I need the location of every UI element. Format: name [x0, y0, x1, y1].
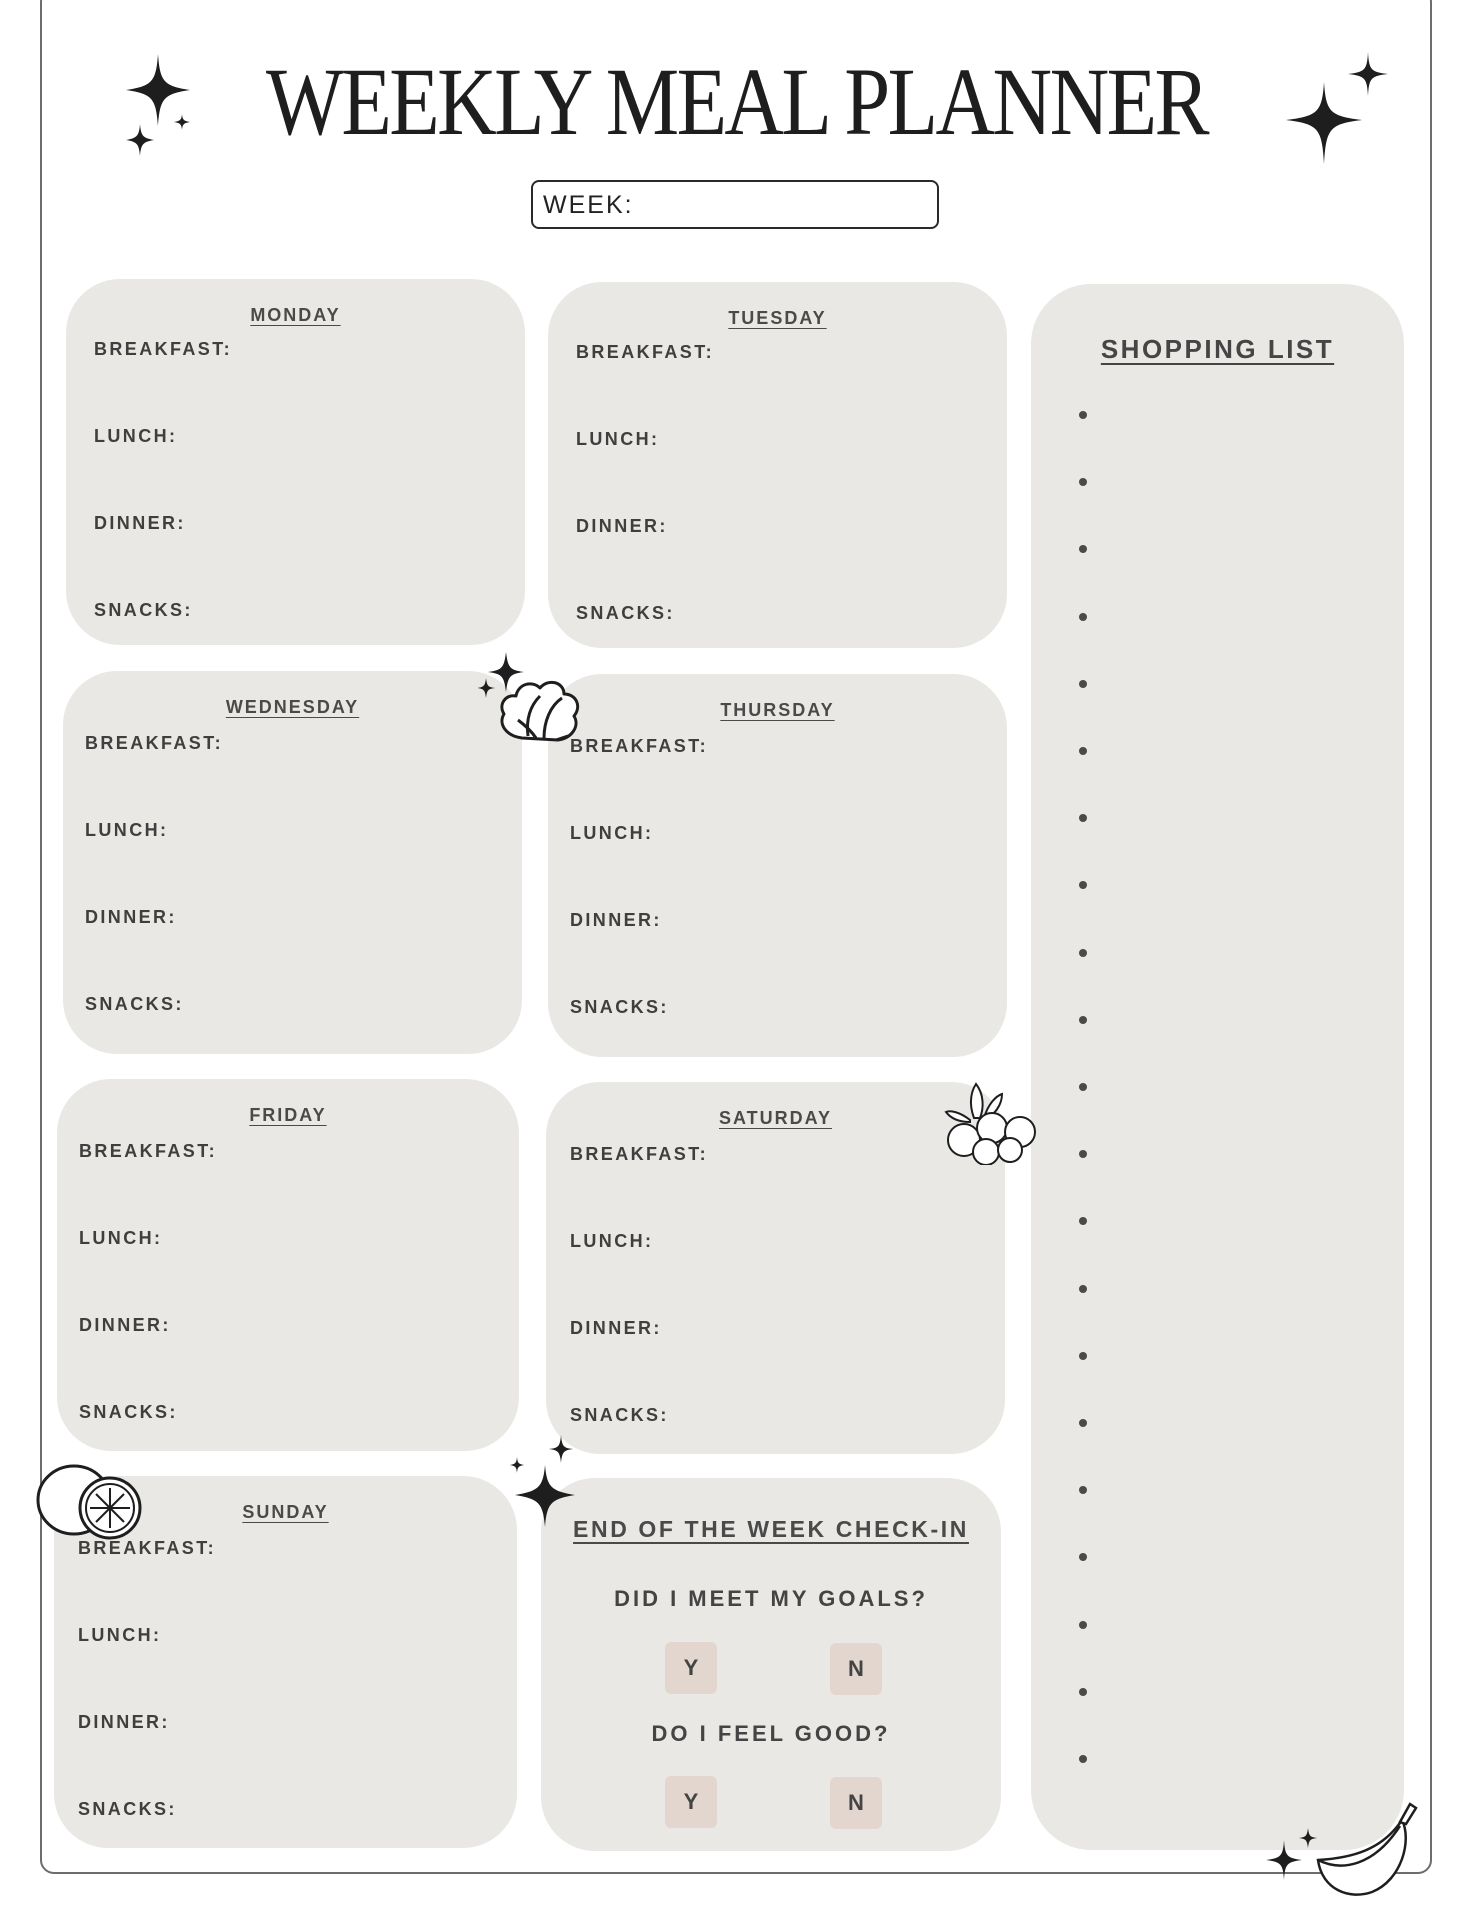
- shopping-list-bullet: [1079, 680, 1087, 688]
- lunch-input[interactable]: [226, 418, 495, 490]
- shopping-list-bullet: [1079, 478, 1087, 486]
- day-card-monday: [66, 279, 525, 645]
- day-card-friday: [57, 1079, 519, 1451]
- shopping-list-item-input[interactable]: [1101, 1335, 1365, 1377]
- snacks-input[interactable]: [226, 579, 495, 631]
- day-title: FRIDAY: [249, 1105, 327, 1125]
- shopping-list-bullet: [1079, 1352, 1087, 1360]
- day-card-tuesday: [548, 282, 1007, 648]
- shopping-list-item-input[interactable]: [1101, 596, 1365, 638]
- shopping-list-item-input[interactable]: [1101, 1133, 1365, 1175]
- snacks-label: SNACKS:: [79, 1402, 178, 1422]
- dinner-label: DINNER:: [85, 907, 177, 927]
- breakfast-input[interactable]: [706, 1136, 975, 1208]
- shopping-list-bullet: [1079, 881, 1087, 889]
- lunch-label: LUNCH:: [570, 1231, 654, 1251]
- snacks-input[interactable]: [706, 1387, 975, 1439]
- dinner-label: DINNER:: [79, 1315, 171, 1335]
- shopping-list-bullet: [1079, 747, 1087, 755]
- day-title: THURSDAY: [720, 700, 835, 720]
- shopping-list-bullet: [1079, 1217, 1087, 1225]
- lunch-input[interactable]: [708, 421, 977, 493]
- shopping-list-item-input[interactable]: [1101, 1402, 1365, 1444]
- breakfast-input[interactable]: [217, 1133, 489, 1205]
- dinner-label: DINNER:: [78, 1712, 170, 1732]
- shopping-list-item-input[interactable]: [1101, 1469, 1365, 1511]
- snacks-input[interactable]: [217, 1384, 489, 1436]
- snacks-label: SNACKS:: [78, 1799, 177, 1819]
- shopping-list-bullet: [1079, 545, 1087, 553]
- snacks-label: SNACKS:: [94, 600, 193, 620]
- snacks-label: SNACKS:: [85, 994, 184, 1014]
- lunch-input[interactable]: [706, 1223, 975, 1295]
- dinner-input[interactable]: [226, 505, 495, 577]
- day-title: SATURDAY: [718, 1108, 832, 1128]
- shopping-list-bullet: [1079, 1486, 1087, 1494]
- week-field[interactable]: [531, 180, 939, 229]
- lunch-label: LUNCH:: [94, 426, 178, 446]
- sparkle-icon: [505, 1435, 585, 1530]
- shopping-list-bullet: [1079, 1621, 1087, 1629]
- shopping-list-bullet: [1079, 949, 1087, 957]
- lunch-label: LUNCH:: [570, 823, 654, 843]
- check-in-title: END OF THE WEEK CHECK-IN: [573, 1516, 969, 1542]
- page-title: WEEKLY MEAL PLANNER: [266, 48, 1207, 155]
- lunch-label: LUNCH:: [576, 429, 660, 449]
- breakfast-label: BREAKFAST:: [570, 1144, 709, 1164]
- shopping-list-item-input[interactable]: [1101, 1066, 1365, 1108]
- goals-no-button[interactable]: N: [830, 1643, 882, 1695]
- snacks-input[interactable]: [708, 582, 977, 634]
- day-title: SUNDAY: [242, 1502, 329, 1522]
- shopping-list-item-input[interactable]: [1101, 663, 1365, 705]
- breakfast-input[interactable]: [708, 334, 977, 406]
- shopping-list-item-input[interactable]: [1101, 1604, 1365, 1646]
- snacks-input[interactable]: [223, 976, 492, 1028]
- snacks-label: SNACKS:: [570, 1405, 669, 1425]
- dinner-input[interactable]: [708, 902, 977, 974]
- shopping-list-item-input[interactable]: [1101, 1671, 1365, 1713]
- shopping-list-item-input[interactable]: [1101, 461, 1365, 503]
- breakfast-label: BREAKFAST:: [94, 339, 233, 359]
- breakfast-label: BREAKFAST:: [570, 736, 709, 756]
- shopping-list-bullet: [1079, 1688, 1087, 1696]
- dinner-label: DINNER:: [570, 1318, 662, 1338]
- shopping-list-item-input[interactable]: [1101, 528, 1365, 570]
- shopping-list-item-input[interactable]: [1101, 932, 1365, 974]
- feel-good-question: DO I FEEL GOOD?: [651, 1721, 891, 1746]
- shopping-list-bullet: [1079, 1553, 1087, 1561]
- shopping-list-item-input[interactable]: [1101, 999, 1365, 1041]
- shopping-list-item-input[interactable]: [1101, 1738, 1365, 1780]
- dinner-input[interactable]: [708, 508, 977, 580]
- lunch-label: LUNCH:: [79, 1228, 163, 1248]
- lunch-input[interactable]: [708, 815, 977, 887]
- check-in-card: [541, 1478, 1001, 1851]
- lunch-input[interactable]: [217, 1220, 489, 1292]
- shopping-list-bullet: [1079, 1419, 1087, 1427]
- lettuce-icon: [478, 640, 598, 750]
- berries-icon: [940, 1080, 1045, 1165]
- breakfast-label: BREAKFAST:: [85, 733, 224, 753]
- day-title: TUESDAY: [728, 308, 827, 328]
- dinner-label: DINNER:: [570, 910, 662, 930]
- dinner-input[interactable]: [706, 1310, 975, 1382]
- shopping-list-item-input[interactable]: [1101, 864, 1365, 906]
- breakfast-input[interactable]: [214, 1530, 487, 1602]
- shopping-list-bullet: [1079, 1285, 1087, 1293]
- week-input[interactable]: [638, 188, 932, 224]
- breakfast-label: BREAKFAST:: [78, 1538, 217, 1558]
- week-label: WEEK:: [543, 191, 634, 219]
- lunch-input[interactable]: [223, 812, 492, 884]
- dinner-label: DINNER:: [94, 513, 186, 533]
- shopping-list-card: [1031, 284, 1404, 1850]
- breakfast-input[interactable]: [708, 728, 977, 800]
- orange-icon: [32, 1460, 147, 1540]
- shopping-list-bullet: [1079, 1755, 1087, 1763]
- snacks-label: SNACKS:: [570, 997, 669, 1017]
- shopping-list-bullet: [1079, 1016, 1087, 1024]
- breakfast-label: BREAKFAST:: [576, 342, 715, 362]
- day-card-wednesday: [63, 671, 522, 1054]
- shopping-list-item-input[interactable]: [1101, 1268, 1365, 1310]
- day-title: WEDNESDAY: [225, 697, 360, 717]
- shopping-list-bullet: [1079, 814, 1087, 822]
- shopping-list-item-input[interactable]: [1101, 1200, 1365, 1242]
- shopping-list-bullet: [1079, 613, 1087, 621]
- breakfast-input[interactable]: [223, 725, 492, 797]
- goals-yes-button[interactable]: Y: [665, 1642, 717, 1694]
- shopping-list-item-input[interactable]: [1101, 1536, 1365, 1578]
- lunch-label: LUNCH:: [85, 820, 169, 840]
- day-card-thursday: [548, 674, 1007, 1057]
- day-card-saturday: [546, 1082, 1005, 1454]
- lunch-label: LUNCH:: [78, 1625, 162, 1645]
- banana-icon: [1262, 1800, 1427, 1905]
- dinner-input[interactable]: [223, 899, 492, 971]
- dinner-input[interactable]: [214, 1704, 487, 1776]
- feel-good-yes-button[interactable]: Y: [665, 1776, 717, 1828]
- goals-question: DID I MEET MY GOALS?: [614, 1586, 928, 1611]
- shopping-list-bullet: [1079, 1083, 1087, 1091]
- lunch-input[interactable]: [214, 1617, 487, 1689]
- feel-good-no-button[interactable]: N: [830, 1777, 882, 1829]
- shopping-list-item-input[interactable]: [1101, 730, 1365, 772]
- dinner-input[interactable]: [217, 1307, 489, 1379]
- dinner-label: DINNER:: [576, 516, 668, 536]
- shopping-list-title: SHOPPING LIST: [1100, 334, 1335, 364]
- breakfast-label: BREAKFAST:: [79, 1141, 218, 1161]
- day-title: MONDAY: [250, 305, 341, 325]
- shopping-list-item-input[interactable]: [1101, 394, 1365, 436]
- snacks-input[interactable]: [214, 1781, 487, 1833]
- shopping-list-bullet: [1079, 411, 1087, 419]
- snacks-input[interactable]: [708, 979, 977, 1031]
- snacks-label: SNACKS:: [576, 603, 675, 623]
- shopping-list-item-input[interactable]: [1101, 797, 1365, 839]
- shopping-list-bullet: [1079, 1150, 1087, 1158]
- breakfast-input[interactable]: [226, 331, 495, 403]
